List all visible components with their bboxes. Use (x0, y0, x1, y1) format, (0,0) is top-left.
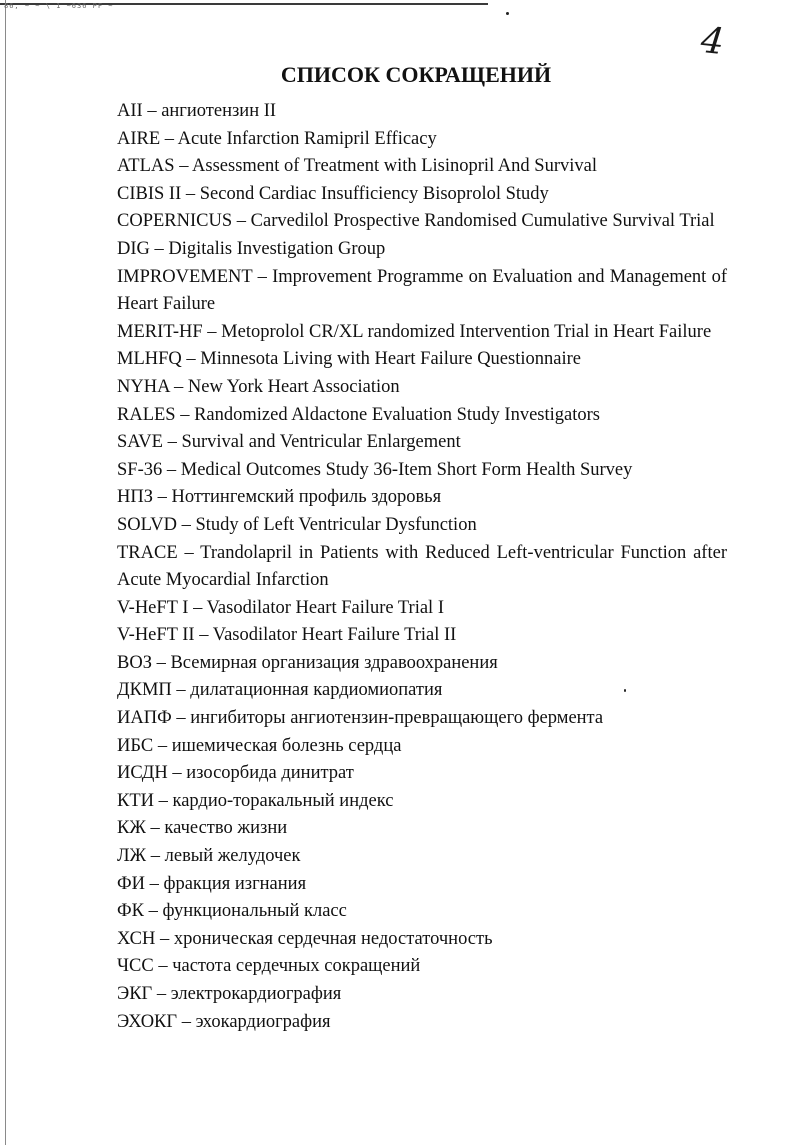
abbreviation-separator: – (154, 790, 173, 811)
abbreviation-separator: – (142, 101, 162, 121)
handwritten-page-number: 4 (698, 19, 727, 64)
abbreviation-separator: – (171, 708, 191, 729)
abbreviation-definition: Assessment of Treatment with Lisinopril And Survival (192, 156, 597, 177)
abbreviation-term: ИАПФ (117, 708, 172, 729)
abbreviation-separator: – (145, 818, 165, 839)
abbreviation-term: ATLAS (117, 156, 175, 177)
abbreviation-definition: кардио-торакальный индекс (172, 790, 394, 811)
abbreviation-definition: изосорбида динитрат (186, 763, 354, 784)
list-item (117, 926, 727, 954)
list-item (117, 540, 727, 595)
abbreviation-separator: – (162, 432, 182, 453)
abbreviation-term: IMPROVEMENT (117, 266, 253, 287)
abbreviation-term: SOLVD (117, 514, 177, 535)
page-title: СПИСОК СОКРАЩЕНИЙ (280, 62, 552, 87)
abbreviation-separator: – (194, 625, 213, 646)
abbreviation-term: ЛЖ (117, 846, 147, 867)
abbreviation-separator: – (162, 459, 181, 480)
abbreviation-definition: частота сердечных сокращений (172, 956, 421, 977)
abbreviation-separator: – (169, 376, 188, 397)
abbreviation-term: CIBIS II (117, 183, 182, 204)
scan-speck (506, 12, 509, 15)
list-item (117, 650, 727, 678)
abbreviation-term: ВОЗ (117, 652, 152, 673)
list-item (117, 622, 727, 650)
abbreviation-definition: Metoprolol CR/XL randomized Intervention Trial in Heart Failure (221, 321, 712, 342)
abbreviation-term: SAVE (117, 432, 163, 453)
abbreviation-separator: – (151, 652, 171, 673)
abbreviation-separator: – (252, 266, 273, 287)
abbreviation-separator: – (181, 183, 200, 204)
abbreviation-term: V-HeFT II (117, 625, 195, 646)
abbreviation-term: ИБС (117, 735, 154, 756)
abbreviation-separator: – (149, 238, 169, 259)
abbreviation-definition: Trandolapril in Patients with Reduced Left-ventricular Function after Acute Myocardial Infarction (117, 542, 727, 591)
abbreviation-definition: Survival and Ventricular Enlargement (181, 432, 461, 453)
abbreviation-separator: – (153, 487, 172, 508)
list-item (117, 208, 727, 236)
list-item (117, 953, 727, 981)
abbreviation-separator: – (146, 846, 165, 867)
abbreviation-term: DIG (117, 238, 150, 259)
abbreviation-term: MLHFQ (117, 349, 182, 370)
list-item (117, 429, 727, 457)
abbreviation-definition: электрокардиография (170, 984, 342, 1004)
abbreviation-definition: качество жизни (164, 818, 288, 839)
scan-left-border (5, 0, 6, 1145)
abbreviation-term: ФИ (117, 873, 145, 894)
abbreviation-definition: левый желудочек (164, 846, 301, 867)
abbreviation-separator: – (175, 404, 195, 425)
abbreviation-definition: дилатационная кардиомиопатия (190, 680, 443, 701)
list-item (117, 181, 727, 209)
abbreviation-term: ЧСС (117, 956, 154, 977)
list-item (117, 1009, 727, 1037)
abbreviation-separator: – (171, 680, 191, 701)
list-item (117, 457, 727, 485)
abbreviation-term: НПЗ (117, 487, 153, 508)
abbreviation-definition: ангиотензин II (161, 101, 277, 121)
abbreviation-definition: хроническая сердечная недостаточность (173, 928, 493, 949)
abbreviation-term: ФК (117, 901, 144, 922)
abbreviation-separator: – (155, 928, 174, 949)
abbreviation-definition: Digitalis Investigation Group (168, 238, 386, 259)
abbreviation-separator: – (153, 735, 172, 756)
abbreviation-definition: Acute Infarction Ramipril Efficacy (177, 128, 437, 149)
abbreviation-separator: – (144, 873, 164, 894)
list-item (117, 346, 727, 374)
abbreviation-separator: – (188, 597, 207, 618)
abbreviation-list (117, 98, 727, 1036)
abbreviation-term: ЭКГ (117, 984, 153, 1004)
list-item (117, 484, 727, 512)
list-item (117, 815, 727, 843)
abbreviation-definition: Minnesota Living with Heart Failure Questionnaire (200, 349, 581, 370)
abbreviation-separator: – (232, 211, 251, 232)
abbreviation-definition: ишемическая болезнь сердца (171, 735, 402, 756)
abbreviation-separator: – (174, 156, 193, 177)
abbreviation-definition: Second Cardiac Insufficiency Bisoprolol Study (199, 183, 549, 204)
list-item (117, 871, 727, 899)
abbreviation-definition: Vasodilator Heart Failure Trial I (206, 597, 444, 618)
abbreviation-term: AII (117, 101, 143, 121)
abbreviation-definition: Medical Outcomes Study 36-Item Short Form Health Survey (180, 459, 633, 480)
list-item (117, 512, 727, 540)
abbreviation-term: КЖ (117, 818, 146, 839)
abbreviation-separator: – (143, 901, 163, 922)
abbreviation-term: NYHA (117, 376, 170, 397)
abbreviation-term: ЭХОКГ (117, 1011, 178, 1032)
abbreviation-definition: Ноттингемский профиль здоровья (171, 487, 442, 508)
list-item (117, 788, 727, 816)
abbreviation-term: КТИ (117, 790, 154, 811)
abbreviation-term: AIRE (117, 128, 161, 149)
abbreviation-term: COPERNICUS (117, 211, 233, 232)
list-item (117, 236, 727, 264)
abbreviation-definition: фракция изгнания (163, 873, 307, 894)
list-item (117, 677, 727, 705)
list-item (117, 319, 727, 347)
list-item (117, 705, 727, 733)
abbreviation-term: MERIT-HF (117, 321, 203, 342)
abbreviation-term: ДКМП (117, 680, 172, 701)
abbreviation-definition: Всемирная организация здравоохранения (170, 652, 498, 673)
abbreviation-term: ИСДН (117, 763, 168, 784)
list-item (117, 760, 727, 788)
abbreviation-separator: – (167, 763, 187, 784)
abbreviation-definition: Improvement Programme on Evaluation and Management of Heart Failure (117, 266, 727, 315)
list-item (117, 981, 727, 1009)
list-item (117, 595, 727, 623)
abbreviation-term: V-HeFT I (117, 597, 189, 618)
abbreviation-term: RALES (117, 404, 176, 425)
list-item (117, 733, 727, 761)
list-item (117, 153, 727, 181)
list-item (117, 374, 727, 402)
abbreviation-definition: Vasodilator Heart Failure Trial II (212, 625, 457, 646)
abbreviation-separator: – (181, 349, 201, 370)
list-item (117, 402, 727, 430)
abbreviation-definition: Study of Left Ventricular Dysfunction (195, 514, 477, 535)
list-item (117, 126, 727, 154)
abbreviation-separator: – (176, 514, 196, 535)
abbreviation-separator: – (160, 128, 178, 149)
abbreviation-definition: эхокардиография (195, 1011, 331, 1032)
abbreviation-term: SF-36 (117, 459, 163, 480)
abbreviation-definition: ингибиторы ангиотензин-превращающего фермента (190, 708, 604, 729)
list-item (117, 98, 727, 126)
abbreviation-definition: Carvedilol Prospective Randomised Cumulative Survival Trial (250, 211, 715, 232)
abbreviation-definition: Randomized Aldactone Evaluation Study Investigators (194, 404, 600, 425)
list-item (117, 898, 727, 926)
abbreviation-term: ХСН (117, 928, 156, 949)
abbreviation-term: TRACE (117, 542, 178, 563)
abbreviation-separator: – (177, 1011, 196, 1032)
list-item (117, 264, 727, 319)
abbreviation-separator: – (152, 984, 171, 1004)
abbreviation-separator: – (177, 542, 201, 563)
abbreviation-separator: – (153, 956, 173, 977)
list-item (117, 843, 727, 871)
abbreviation-definition: функциональный класс (162, 901, 347, 922)
abbreviation-separator: – (202, 321, 222, 342)
scan-header-marks: 86, ~ ~ \ 1 ~636 PF ~ (4, 2, 114, 10)
abbreviation-definition: New York Heart Association (187, 376, 400, 397)
